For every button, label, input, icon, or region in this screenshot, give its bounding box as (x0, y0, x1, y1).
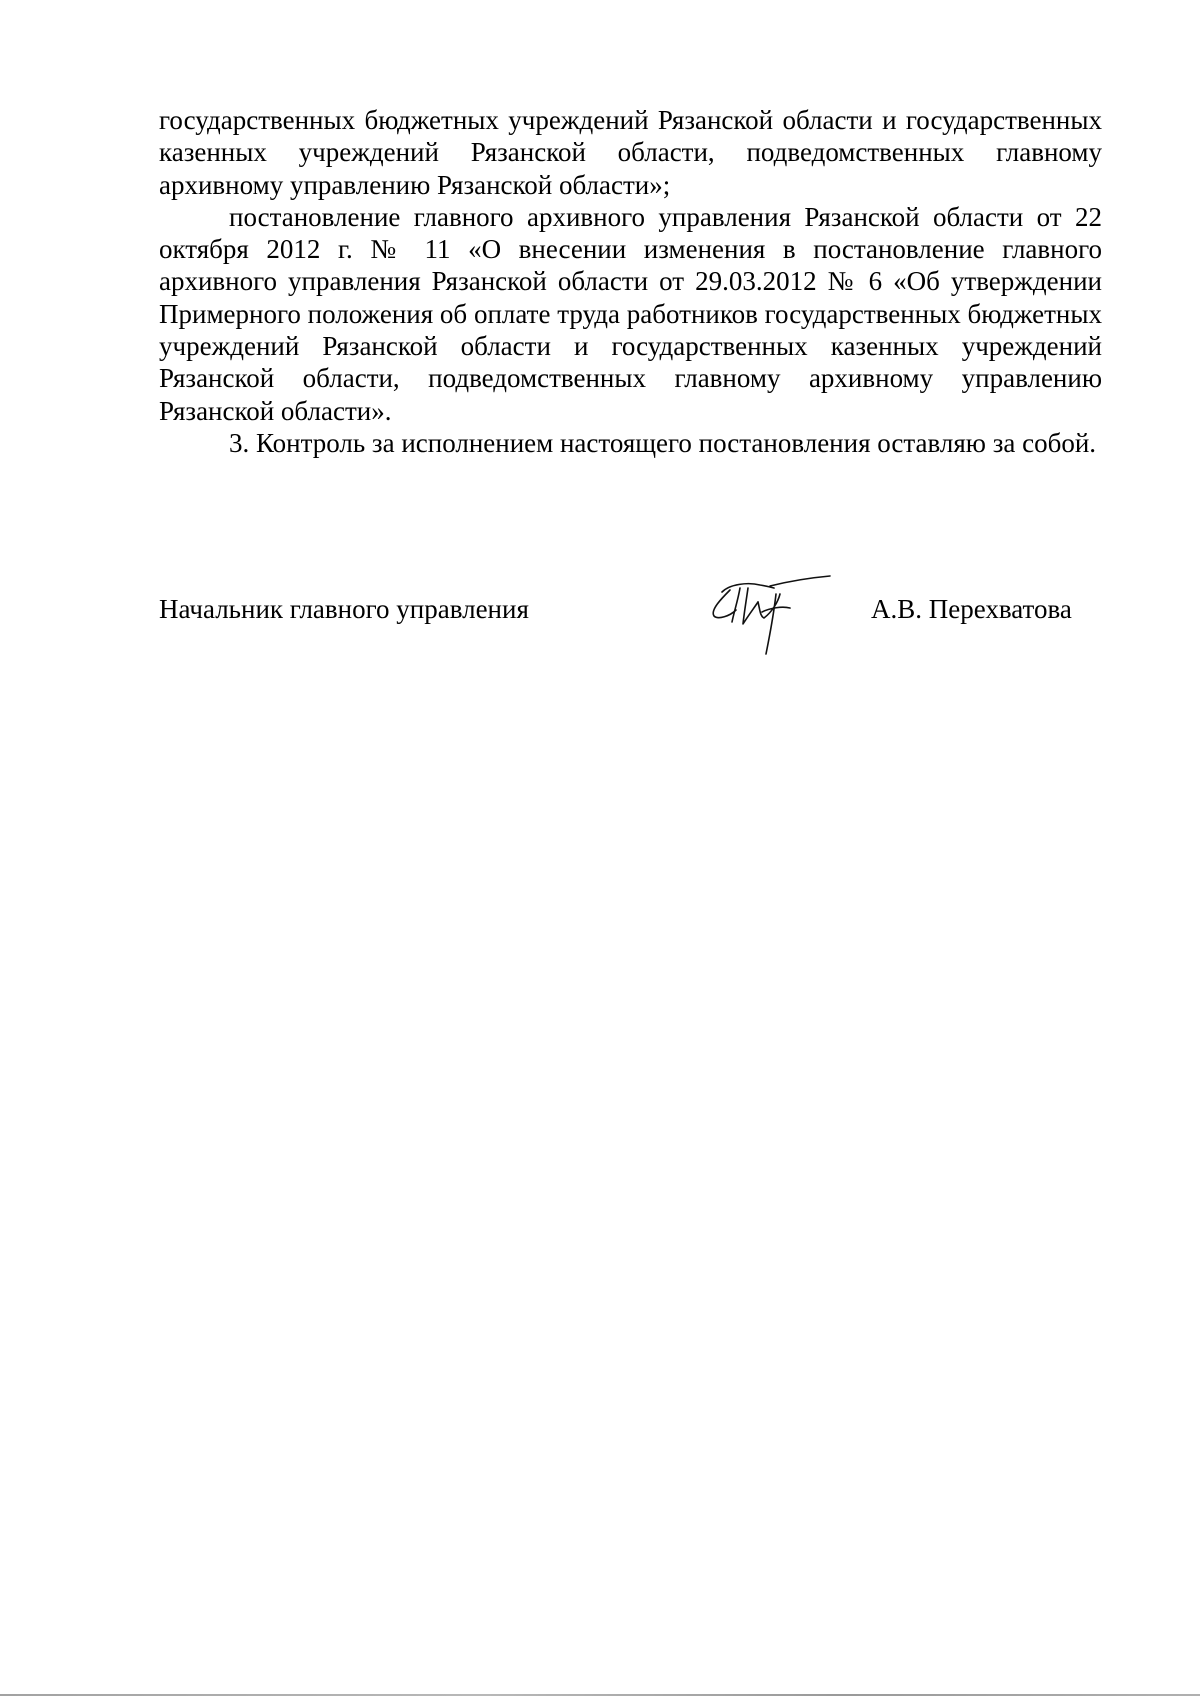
signatory-name: А.В. Перехватова (871, 594, 1072, 624)
paragraph-control-clause: 3. Контроль за исполнением настоящего постановления оставляю за собой. (229, 427, 1097, 458)
signature-block (159, 586, 1102, 666)
paragraph-continuation: государственных бюджетных учреждений Рязанской области и государственных казенных учреждений Рязанской области, подведомственных главному архивному управлению Рязанской области»; (159, 105, 1102, 200)
signatory-title: Начальник главного управления (159, 594, 529, 624)
handwritten-signature (700, 572, 840, 662)
scan-bottom-edge (0, 1694, 1200, 1696)
document-body (159, 104, 1102, 459)
paragraph-resolution-reference: постановление главного архивного управления Рязанской области от 22 октября 2012 г. № 11 «О внесении изменения в постановление главного архивного управления Рязанской области от 29.03.2012 № 6 «Об утверждении Примерного положения об оплате труда работников государственных бюджетных учреждений Рязанской области и государственных казенных учреждений Рязанской области, подведомственных главному архивному управлению Рязанской области». (159, 201, 1102, 426)
